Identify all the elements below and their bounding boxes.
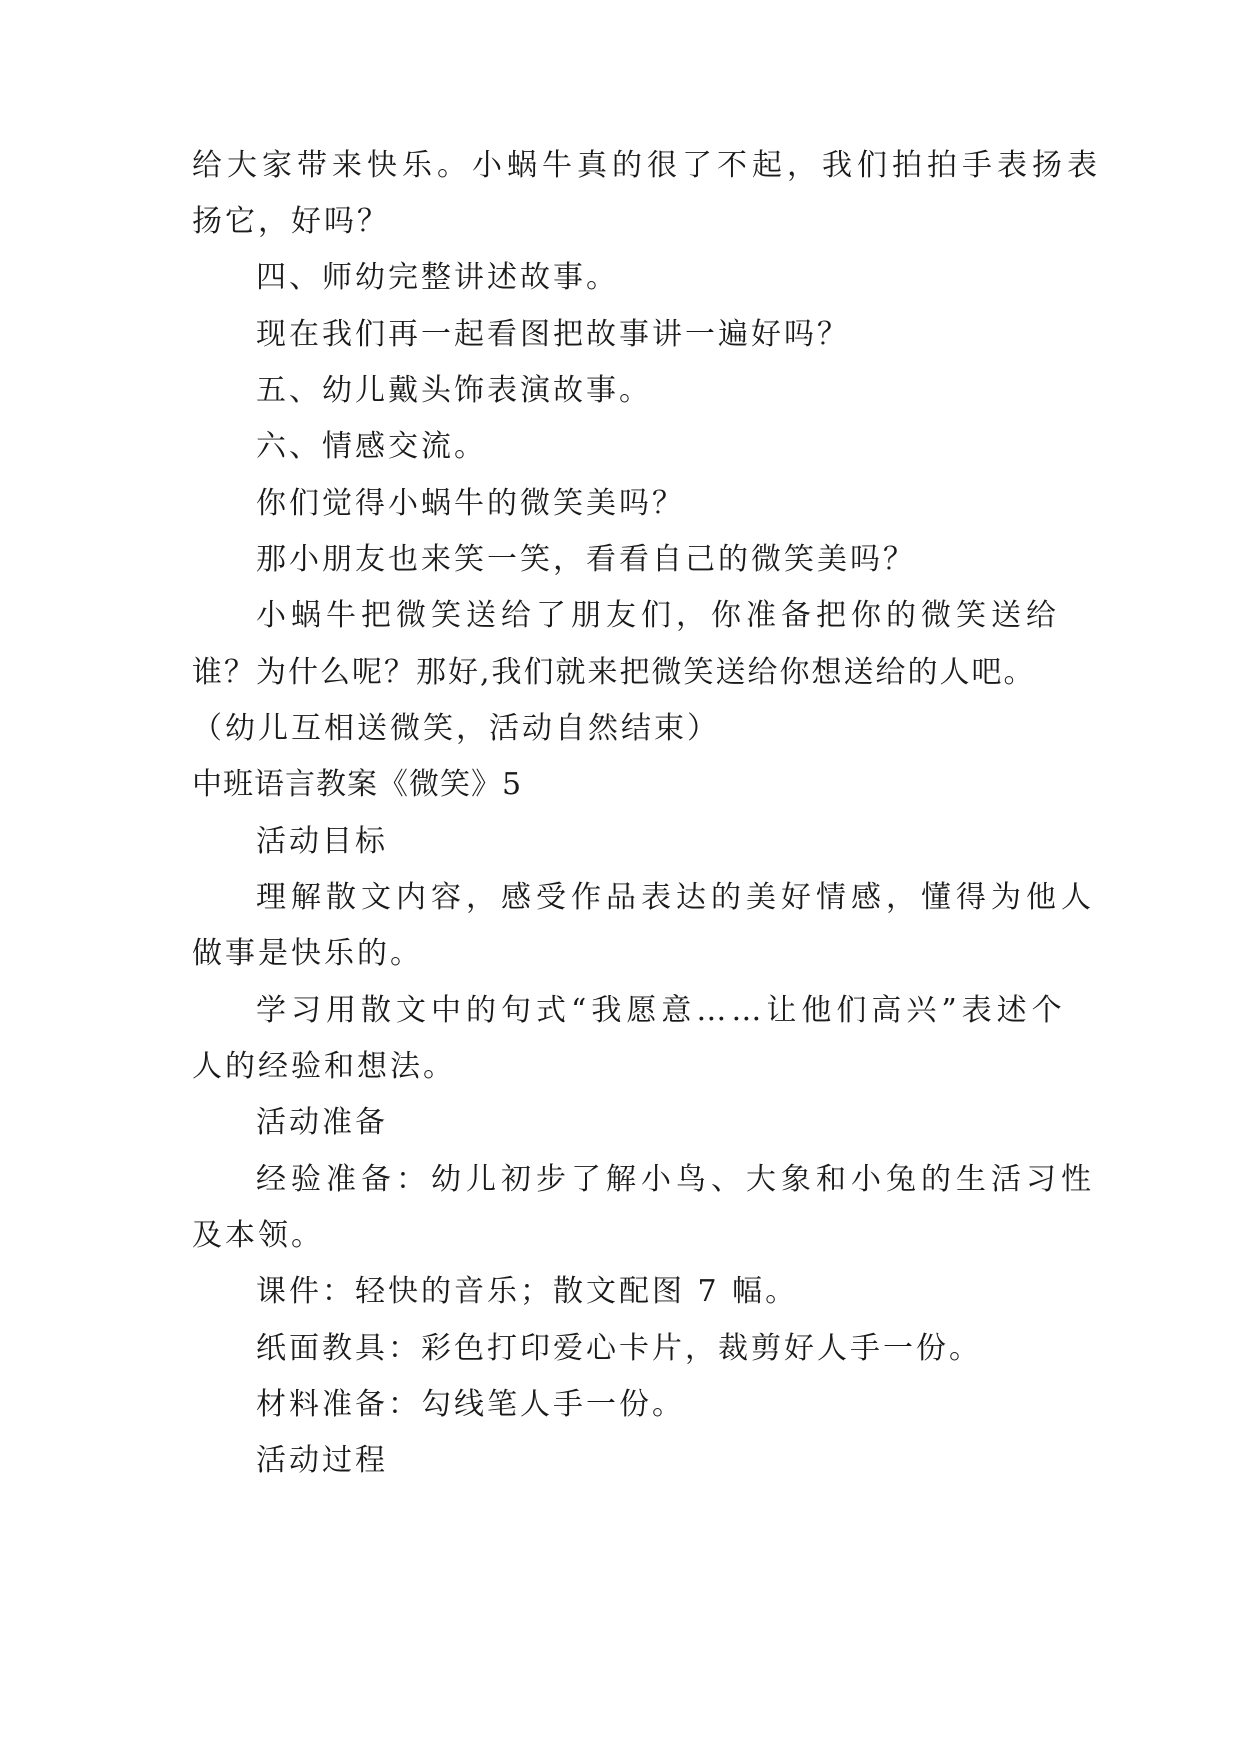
paragraph-line: 课件：轻快的音乐；散文配图 7 幅。: [256, 1274, 799, 1309]
section-heading: 六、情感交流。: [256, 429, 487, 464]
document-title: 中班语言教案《微笑》5: [192, 767, 523, 802]
paragraph-line: 给大家带来快乐。小蜗牛真的很了不起，我们拍拍手表扬表: [192, 148, 1102, 183]
paragraph-line: 做事是快乐的。: [192, 936, 423, 971]
section-heading: 活动过程: [256, 1443, 388, 1478]
paragraph-line: （幼儿互相送微笑，活动自然结束）: [192, 711, 720, 746]
section-heading: 活动目标: [256, 824, 388, 859]
paragraph-line: 理解散文内容，感受作品表达的美好情感，懂得为他人: [256, 880, 1096, 915]
paragraph-line: 现在我们再一起看图把故事讲一遍好吗？: [256, 317, 850, 352]
paragraph-line: 人的经验和想法。: [192, 1049, 456, 1084]
paragraph-line: 及本领。: [192, 1218, 324, 1253]
section-heading: 活动准备: [256, 1105, 388, 1140]
paragraph-line: 谁？为什么呢？那好,我们就来把微笑送给你想送给的人吧。: [192, 655, 1036, 690]
paragraph-line: 扬它，好吗？: [192, 204, 390, 239]
section-heading: 四、师幼完整讲述故事。: [256, 260, 619, 295]
section-heading: 五、幼儿戴头饰表演故事。: [256, 373, 652, 408]
paragraph-line: 学习用散文中的句式“我愿意……让他们高兴”表述个: [256, 993, 1067, 1028]
paragraph-line: 材料准备：勾线笔人手一份。: [256, 1387, 685, 1422]
paragraph-line: 经验准备：幼儿初步了解小鸟、大象和小兔的生活习性: [256, 1162, 1096, 1197]
paragraph-line: 你们觉得小蜗牛的微笑美吗？: [256, 486, 685, 521]
paragraph-line: 那小朋友也来笑一笑，看看自己的微笑美吗？: [256, 542, 916, 577]
paragraph-line: 纸面教具：彩色打印爱心卡片，裁剪好人手一份。: [256, 1331, 982, 1366]
paragraph-line: 小蜗牛把微笑送给了朋友们，你准备把你的微笑送给: [256, 598, 1061, 633]
